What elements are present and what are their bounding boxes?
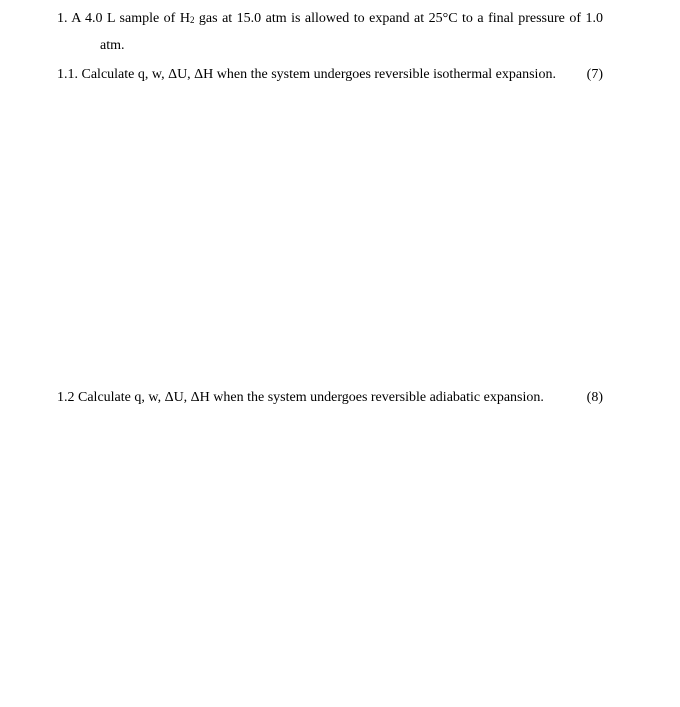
answer-space-1-2 [57,414,603,694]
question-text-part-a: A 4.0 L sample of H [71,11,190,26]
subquestion-1-2-text: 1.2 Calculate q, w, ΔU, ΔH when the system undergoes reversible adiabatic expansion. [57,390,544,405]
question-1-line-1 [57,6,603,33]
answer-space-1-1 [57,90,603,380]
subscript-2: 2 [189,15,195,25]
question-text-part-b: gas at 15.0 atm is allowed to expand at 25°C to a final pressure of 1.0 [194,11,603,26]
subquestion-1-1-marks: (7) [586,67,603,82]
question-number: 1. [57,11,68,26]
subquestion-1-2-marks: (8) [586,390,603,405]
question-1-line-2: atm. [100,38,125,53]
subquestion-1-1-text: 1.1. Calculate q, w, ΔU, ΔH when the system undergoes reversible isothermal expansion. [57,67,556,82]
subquestion-1-2 [57,389,603,407]
subquestion-1-1 [57,66,603,84]
question-1 [57,6,603,58]
